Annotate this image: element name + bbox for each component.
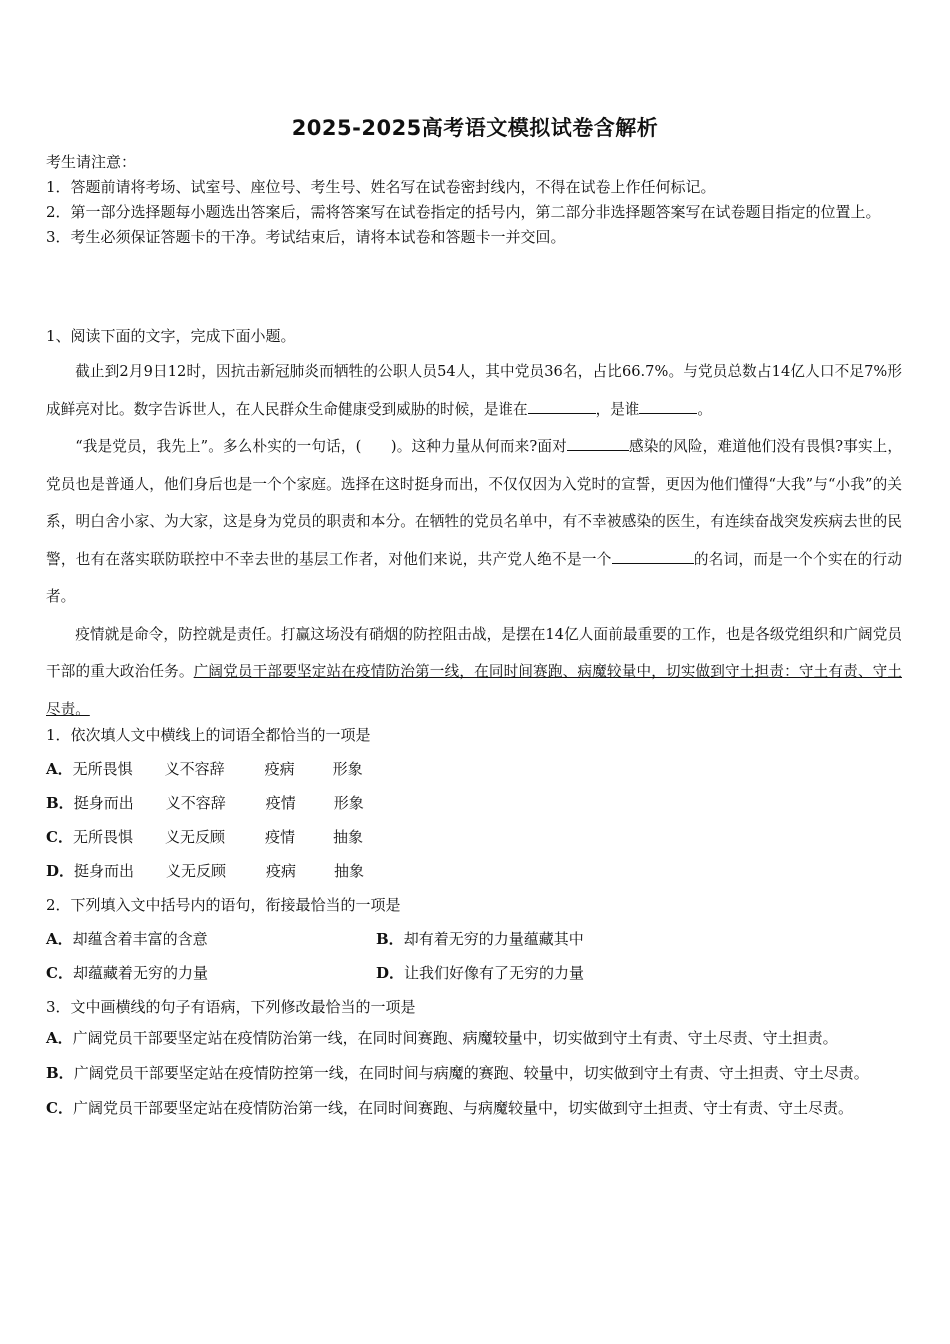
fill-blank [612,547,694,563]
option-text: 广阔党员干部要坚定站在疫情防治第一线，在同时间赛跑、病魔较量中，切实做到守土有责、守土尽责、守土担责。 [72,1029,838,1047]
passage-text: ，是谁 [595,400,640,418]
option-word: 挺身而出 [74,862,135,880]
question-2-option-c[interactable] [46,956,376,990]
option-key: C． [46,1099,73,1117]
option-text: 让我们好像有了无穷的力量 [404,964,585,982]
option-key: B． [46,794,74,812]
question-1-option-d[interactable] [46,854,906,888]
option-key: A． [46,930,73,948]
option-key: A． [46,760,73,778]
passage-paragraph-3 [46,616,902,729]
question-1-option-a[interactable] [46,752,906,786]
section-heading: 1、阅读下面的文字，完成下面小题。 [46,327,296,345]
passage-text: 。 [697,400,713,418]
passage-text: 疫情就是命令，防控就是责任。打赢这场没有硝烟的防控阻击战，是摆在14亿人面前最重要的工作，也是各级党组织和广阔党员干部的重大政治任务。 [46,625,902,680]
passage-text: 感染的风险，难道他们没有畏惧?事实上，党员也是普通人，他们身后也是一个个家庭。选择在这时挺身而出，不仅仅因为入党时的宣誓，更因为他们懂得“大我”与“小我”的关系，明白舍小家、为大家，这是身为党员的职责和本分。在牺牲的党员名单中，有不幸被感染的医生，有连续奋战突发疾病去世的民警，也有在落实联防联控中不幸去世的基层工作者，对他们来说，共产党人绝不是一个 [46,438,903,568]
notice-heading: 考生请注意： [46,153,137,171]
question-2-options-row [46,922,906,956]
underlined-sentence: 广阔党员干部要坚定站在疫情防治第一线，在同时间赛跑、病魔较量中，切实做到守土担责：守土有责、守土尽责。 [46,663,902,718]
option-text: 却有着无穷的力量蕴藏其中 [403,930,584,948]
page-title: 2025-2025高考语文模拟试卷含解析 [291,116,659,140]
option-word: 挺身而出 [73,794,134,812]
questions-block [46,718,906,1024]
question-1-option-c[interactable] [46,820,906,854]
option-word: 疫情 [265,794,296,812]
notice-item: 1．答题前请将考场、试室号、座位号、考生号、姓名写在试卷密封线内，不得在试卷上作任何标记。 [46,178,716,196]
question-3-option-c[interactable] [46,1091,898,1126]
fill-blank [567,435,629,451]
option-word: 形象 [332,760,363,778]
option-word: 疫情 [264,828,295,846]
question-stem: 3．文中画横线的句子有语病，下列修改最恰当的一项是 [46,998,416,1016]
question-3-options [46,1021,898,1126]
question-2-option-a[interactable] [46,922,376,956]
option-text: 却蕴含着丰富的含意 [72,930,208,948]
passage-text: 的名词，而是一个个实在的行动者。 [46,550,902,605]
option-word: 抽象 [332,828,363,846]
passage-text: “我是党员，我先上”。多么朴实的一句话，( )。这种力量从何而来?面对 [75,438,567,455]
question-stem: 2．下列填入文中括号内的语句，衔接最恰当的一项是 [46,896,401,914]
question-stem: 1．依次填人文中横线上的词语全都恰当的一项是 [46,726,371,744]
option-word: 无所畏惧 [72,828,133,846]
option-word: 形象 [333,794,364,812]
notice-block [46,150,906,250]
question-2-option-d[interactable] [376,956,706,990]
question-2-option-b[interactable] [376,922,706,956]
option-word: 义无反顾 [164,828,225,846]
option-text: 广阔党员干部要坚定站在疫情防治第一线，在同时间赛跑、与病魔较量中，切实做到守土担责、守士有责、守土尽责。 [72,1099,853,1117]
option-word: 疫病 [264,760,295,778]
option-text: 却蕴藏着无穷的力量 [72,964,208,982]
option-key: B． [46,1064,74,1082]
option-word: 义无反顾 [166,862,227,880]
notice-item: 3．考生必须保证答题卡的干净。考试结束后，请将本试卷和答题卡一并交回。 [46,228,566,246]
option-key: A． [46,1029,73,1047]
option-key: D． [46,862,75,880]
option-key: B． [376,930,404,948]
question-1-option-b[interactable] [46,786,906,820]
fill-blank [639,397,697,413]
notice-item: 2．第一部分选择题每小题选出答案后，需将答案写在试卷指定的括号内，第二部分非选择题答案写在试卷题目指定的位置上。 [46,203,881,221]
option-word: 义不容辞 [165,794,226,812]
passage-text: 截止到2月9日12时，因抗击新冠肺炎而牺牲的公职人员54人，其中党员36名，占比66.7%。与党员总数占14亿人口不足7%形成鲜亮对比。数字告诉世人，在人民群众生命健康受到威胁的时候，是谁在 [46,363,902,418]
question-3-option-b[interactable] [46,1056,898,1091]
option-word: 抽象 [334,862,365,880]
option-text: 广阔党员干部要坚定站在疫情防控第一线，在同时间与病魔的赛跑、较量中，切实做到守土有责、守土担责、守土尽责。 [73,1064,869,1082]
option-word: 义不容辞 [164,760,225,778]
option-key: D． [376,964,405,982]
fill-blank [528,397,596,413]
option-key: C． [46,828,73,846]
reading-passage [46,353,902,728]
question-2-options-row [46,956,906,990]
passage-paragraph-1 [46,353,902,428]
option-word: 无所畏惧 [72,760,133,778]
option-word: 疫病 [266,862,297,880]
question-3-option-a[interactable] [46,1021,898,1056]
option-key: C． [46,964,73,982]
passage-paragraph-2 [46,428,902,616]
